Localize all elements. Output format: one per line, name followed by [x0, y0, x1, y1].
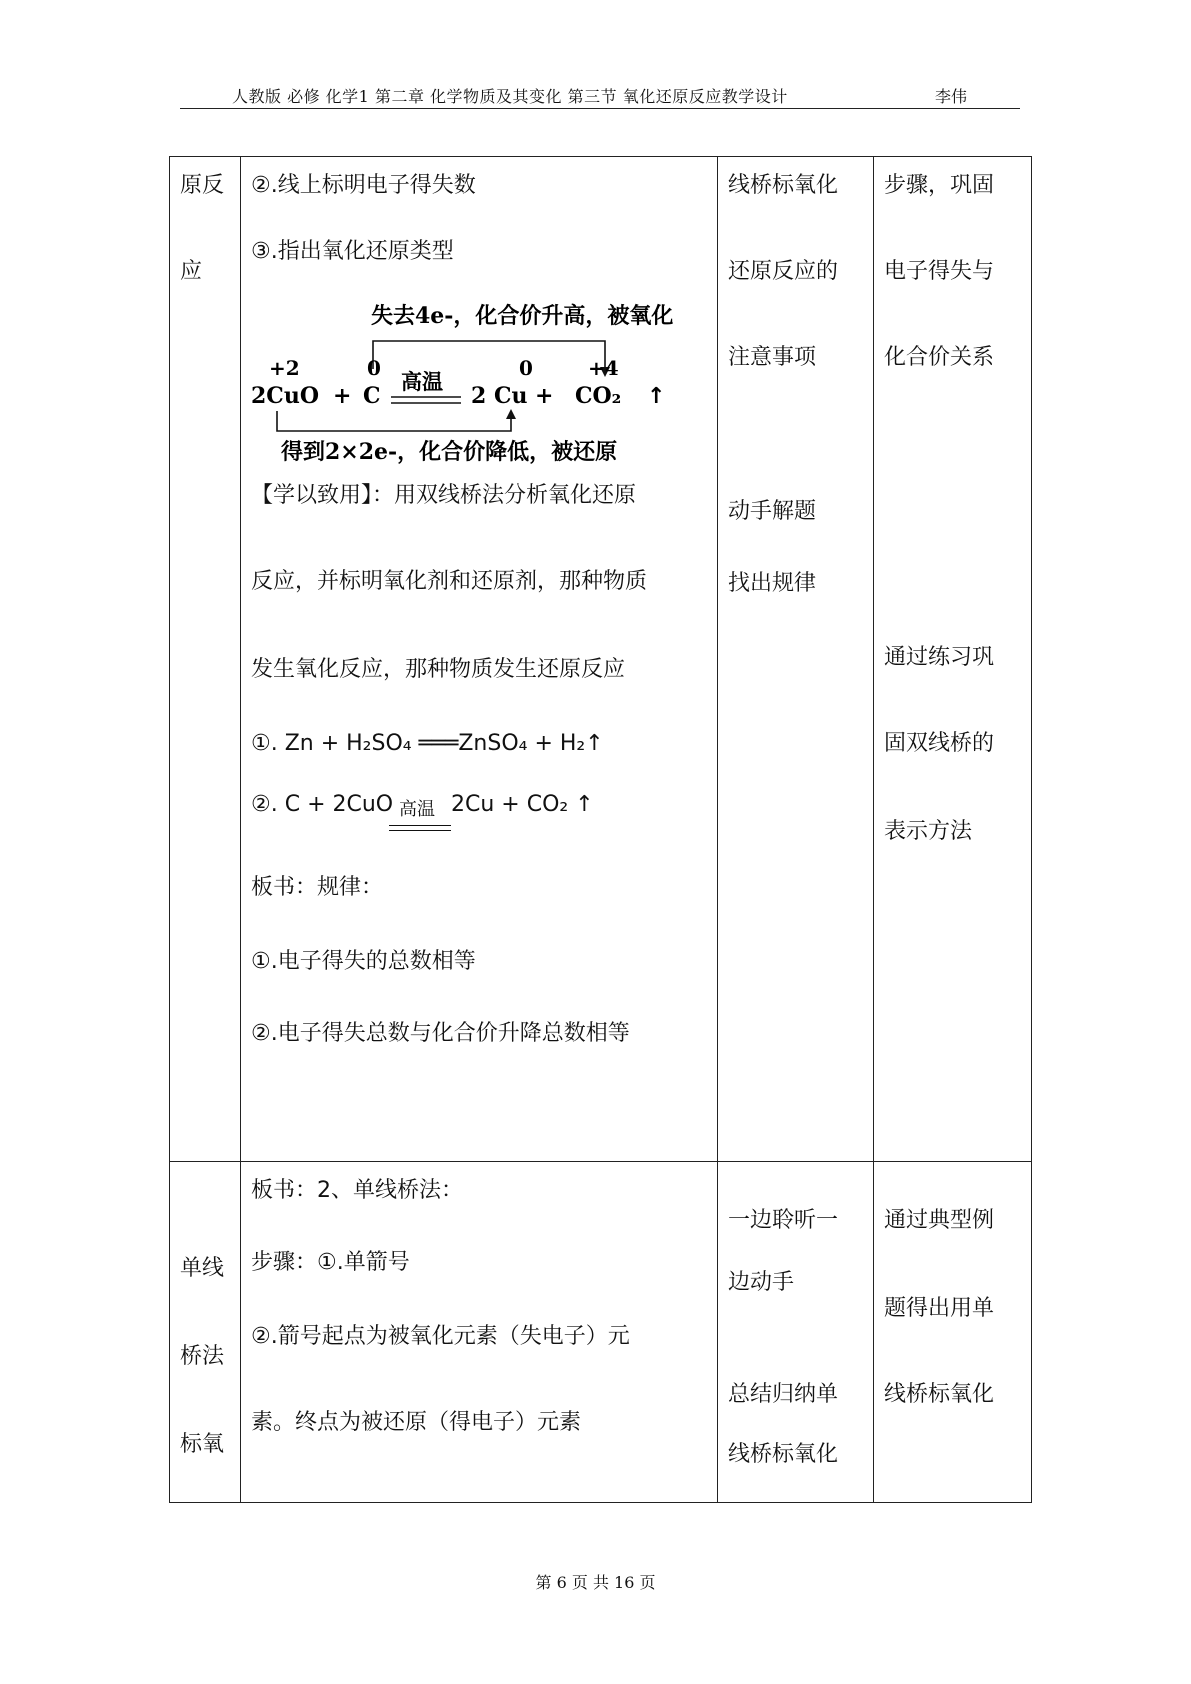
- design-intent: 表示方法: [884, 819, 973, 844]
- reaction-condition: 高温: [401, 370, 443, 394]
- student-activity: 一边聆听一: [728, 1208, 839, 1233]
- oxidation-bridge-line: [373, 341, 605, 369]
- design-intent: 通过练习巩: [884, 645, 995, 670]
- page-footer: 第 6 页 共 16 页: [535, 1573, 656, 1592]
- stage-label: 单线: [180, 1256, 225, 1281]
- equation-2-condition: 高温: [399, 799, 435, 820]
- row1-content-cell: [241, 157, 718, 1162]
- reduction-bridge-line: [277, 411, 511, 431]
- step-text: ③.指出氧化还原类型: [251, 239, 454, 264]
- step-text: 步骤：①.单箭号: [251, 1250, 410, 1275]
- page-header: [180, 80, 1020, 109]
- equation-1: ①. Zn + H₂SO₄ ═══ZnSO₄ + H₂↑: [251, 731, 604, 756]
- formula-term: 2CuO: [251, 383, 319, 409]
- ox-state: +4: [588, 356, 619, 380]
- design-intent: 电子得失与: [884, 259, 995, 284]
- stage-label: 标氧: [180, 1432, 225, 1457]
- ox-state: 0: [367, 356, 381, 380]
- student-activity: 找出规律: [728, 571, 817, 596]
- gas-arrow-icon: ↑: [647, 384, 666, 409]
- step-text: ②.线上标明电子得失数: [251, 173, 476, 198]
- formula-term: +: [333, 383, 352, 409]
- header-title: 人教版 必修 化学1 第二章 化学物质及其变化 第三节 氧化还原反应教学设计: [232, 87, 788, 106]
- formula-term: +: [535, 383, 554, 409]
- student-activity: 动手解题: [728, 499, 817, 524]
- lesson-table: [169, 156, 1032, 1503]
- design-intent: 题得出用单: [884, 1296, 995, 1321]
- step-text: ②.箭号起点为被氧化元素（失电子）元: [251, 1324, 630, 1349]
- design-intent: 线桥标氧化: [884, 1382, 995, 1407]
- ox-state: 0: [519, 356, 533, 380]
- practice-text: 【学以致用】：用双线桥法分析氧化还原: [251, 483, 637, 508]
- stage-label: 原反: [180, 173, 225, 198]
- student-activity: 总结归纳单: [728, 1382, 839, 1407]
- row1-intent-cell: [874, 157, 1032, 1162]
- diagram-bottom-label: 得到2×2e-，化合价降低，被还原: [281, 439, 618, 465]
- arrow-head-icon: [506, 409, 516, 419]
- step-text: 素。终点为被还原（得电子）元素: [251, 1410, 582, 1435]
- equation-2-right: 2Cu + CO₂ ↑: [451, 792, 594, 817]
- ox-state: +2: [269, 356, 300, 380]
- design-intent: 固双线桥的: [884, 731, 995, 756]
- row1-student-cell: [718, 157, 874, 1162]
- practice-text: 发生氧化反应，那种物质发生还原反应: [251, 657, 626, 682]
- formula-term: C: [363, 383, 381, 409]
- stage-label: 应: [180, 259, 203, 284]
- table-row: [170, 157, 1032, 1162]
- row2-intent-cell: [874, 1162, 1032, 1503]
- rule-text: ②.电子得失总数与化合价升降总数相等: [251, 1021, 630, 1046]
- design-intent: 化合价关系: [884, 345, 995, 370]
- row1-stage-cell: [170, 157, 241, 1162]
- row2-student-cell: [718, 1162, 874, 1503]
- student-activity: 注意事项: [728, 345, 817, 370]
- stage-label: 桥法: [180, 1344, 225, 1369]
- formula-term: 2 Cu: [471, 383, 528, 409]
- equation-2-left: ②. C + 2CuO: [251, 792, 394, 817]
- student-activity: 边动手: [728, 1270, 795, 1295]
- equation-2-equals: [389, 825, 451, 831]
- rule-text: ①.电子得失的总数相等: [251, 949, 476, 974]
- row2-content-cell: [241, 1162, 718, 1503]
- student-activity: 线桥标氧化: [728, 173, 839, 198]
- student-activity: 线桥标氧化: [728, 1442, 839, 1467]
- header-author: 李伟: [935, 87, 968, 106]
- board-text: 板书：2、单线桥法：: [251, 1178, 463, 1203]
- diagram-top-label: 失去4e-，化合价升高，被氧化: [371, 303, 674, 329]
- double-bridge-diagram: [241, 297, 717, 477]
- design-intent: 通过典型例: [884, 1208, 995, 1233]
- design-intent: 步骤，巩固: [884, 173, 995, 198]
- row2-stage-cell: [170, 1162, 241, 1503]
- formula-term: CO₂: [575, 383, 622, 409]
- table-row: [170, 1162, 1032, 1503]
- board-text: 板书：规律：: [251, 875, 384, 900]
- practice-text: 反应，并标明氧化剂和还原剂，那种物质: [251, 569, 648, 594]
- student-activity: 还原反应的: [728, 259, 839, 284]
